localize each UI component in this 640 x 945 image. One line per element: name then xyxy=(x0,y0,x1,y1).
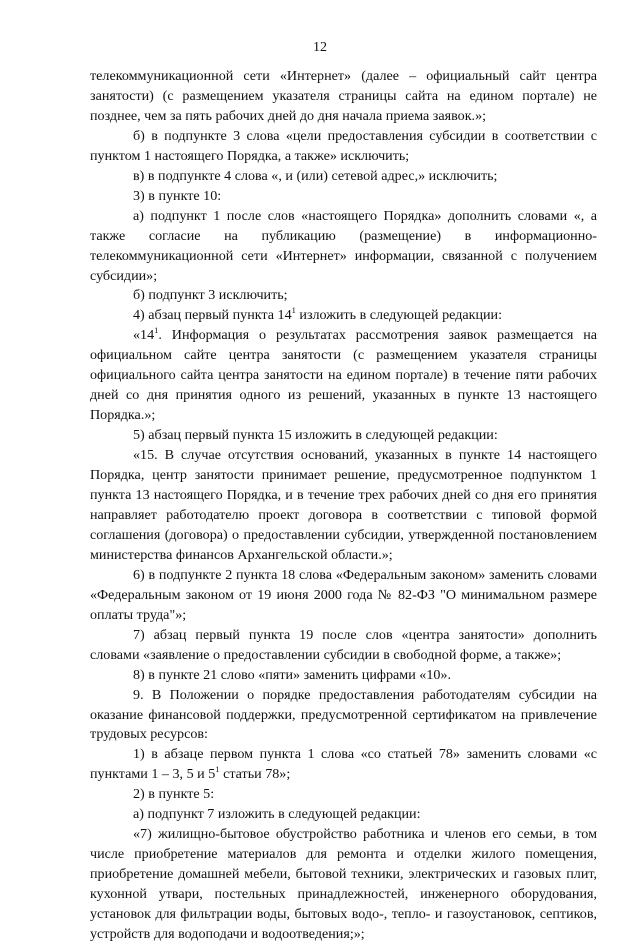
page-number: 12 xyxy=(313,40,327,55)
paragraph-subitem-a-subpoint-1: а) подпункт 1 после слов «настоящего Порядка» дополнить словами «, а также согласие на публикацию (размещение) в информационно-телекоммуникационной сети «Интернет» информации, связанной с получением субсидии»; xyxy=(90,207,597,284)
paragraph-item-1-point-1 xyxy=(90,745,597,785)
paragraph-item-7-point-19: 7) абзац первый пункта 19 после слов «центра занятости» дополнить словами «заявление о предоставлении субсидии в свободной форме, а также»; xyxy=(90,626,597,663)
superscript: 1 xyxy=(291,305,296,316)
paragraph-item-2-point-5: 2) в пункте 5: xyxy=(133,786,215,803)
paragraph-subitem-a-subpoint-7: а) подпункт 7 изложить в следующей редакции: xyxy=(133,806,421,823)
text-fragment: «14 xyxy=(133,327,155,344)
paragraph-section-9: 9. В Положении о порядке предоставления работодателям субсидии на оказание финансовой поддержки, предусмотренной сертификатом на привлечение трудовых ресурсов: xyxy=(90,686,597,743)
text-fragment: изложить в следующей редакции: xyxy=(295,307,503,324)
paragraph-point-15-text: «15. В случае отсутствия оснований, указанных в пункте 14 настоящего Порядка, центр занятости принимает решение, предусмотренное подпунктом 1 пункта 13 настоящего Порядка, и в течение трех рабочих дней со дня его принятия направляет работодателю проект договора в соответствии с типовой формой соглашения (договора) о предоставлении субсидии, утвержденной постановлением министерства финансов Архангельской области.»; xyxy=(90,447,597,563)
text-fragment: . Информация о результатах рассмотрения заявок размещается на официальном сайте центра занятости (с размещением указателя страницы официального сайта центра занятости на едином портале) в течение пяти рабочих дней со дня принятия одного из решений, указанных в пункте 13 настоящего Порядка.»; xyxy=(90,327,597,424)
text-fragment: статьи 78»; xyxy=(219,766,291,783)
paragraph-item-8-point-21: 8) в пункте 21 слово «пяти» заменить цифрами «10». xyxy=(133,666,452,683)
paragraph-continuation: телекоммуникационной сети «Интернет» (далее – официальный сайт центра занятости) (с размещением указателя страницы сайта на едином портале) не позднее, чем за пять рабочих дней до дня начала приема заявок.»; xyxy=(90,68,597,124)
paragraph-subpoint-7-text: «7) жилищно-бытовое обустройство работника и членов его семьи, в том числе приобретение материалов для ремонта и отделки жилого помещения, приобретение домашней мебели, бытовой техники, электрических и газовых плит, кухонной утвари, постельных принадлежностей, инженерного оборудования, установок для фильтрации воды, бытовых водо-, тепло- и газоустановок, септиков, устройств для водоподачи и водоотведения;»; xyxy=(90,826,597,942)
paragraph-item-3-point-10: 3) в пункте 10: xyxy=(133,187,222,204)
document-body xyxy=(90,67,597,945)
paragraph-item-4-point-14-1 xyxy=(90,306,597,326)
paragraph-item-6-point-18: 6) в подпункте 2 пункта 18 слова «Федеральным законом» заменить словами «Федеральным законом от 19 июня 2000 года № 82-ФЗ "О минимальном размере оплаты труда"»; xyxy=(90,566,597,623)
paragraph-subitem-b-subpoint-3-exclude: б) подпункт 3 исключить; xyxy=(133,287,288,304)
paragraph-subitem-b-subpoint-3: б) в подпункте 3 слова «цели предоставления субсидии в соответствии с пунктом 1 настоящего Порядка, а также» исключить; xyxy=(90,127,597,164)
paragraph-point-14-1-text xyxy=(90,326,597,426)
text-fragment: 4) абзац первый пункта 14 xyxy=(133,307,292,324)
superscript: 1 xyxy=(215,764,220,775)
text-fragment: 1) в абзаце первом пункта 1 слова «со статьей 78» заменить словами «с пунктами 1 – 3, 5 и 5 xyxy=(90,746,597,783)
paragraph-item-5-point-15: 5) абзац первый пункта 15 изложить в следующей редакции: xyxy=(133,427,498,444)
paragraph-subitem-v-subpoint-4: в) в подпункте 4 слова «, и (или) сетевой адрес,» исключить; xyxy=(133,167,498,184)
superscript: 1 xyxy=(154,325,159,336)
